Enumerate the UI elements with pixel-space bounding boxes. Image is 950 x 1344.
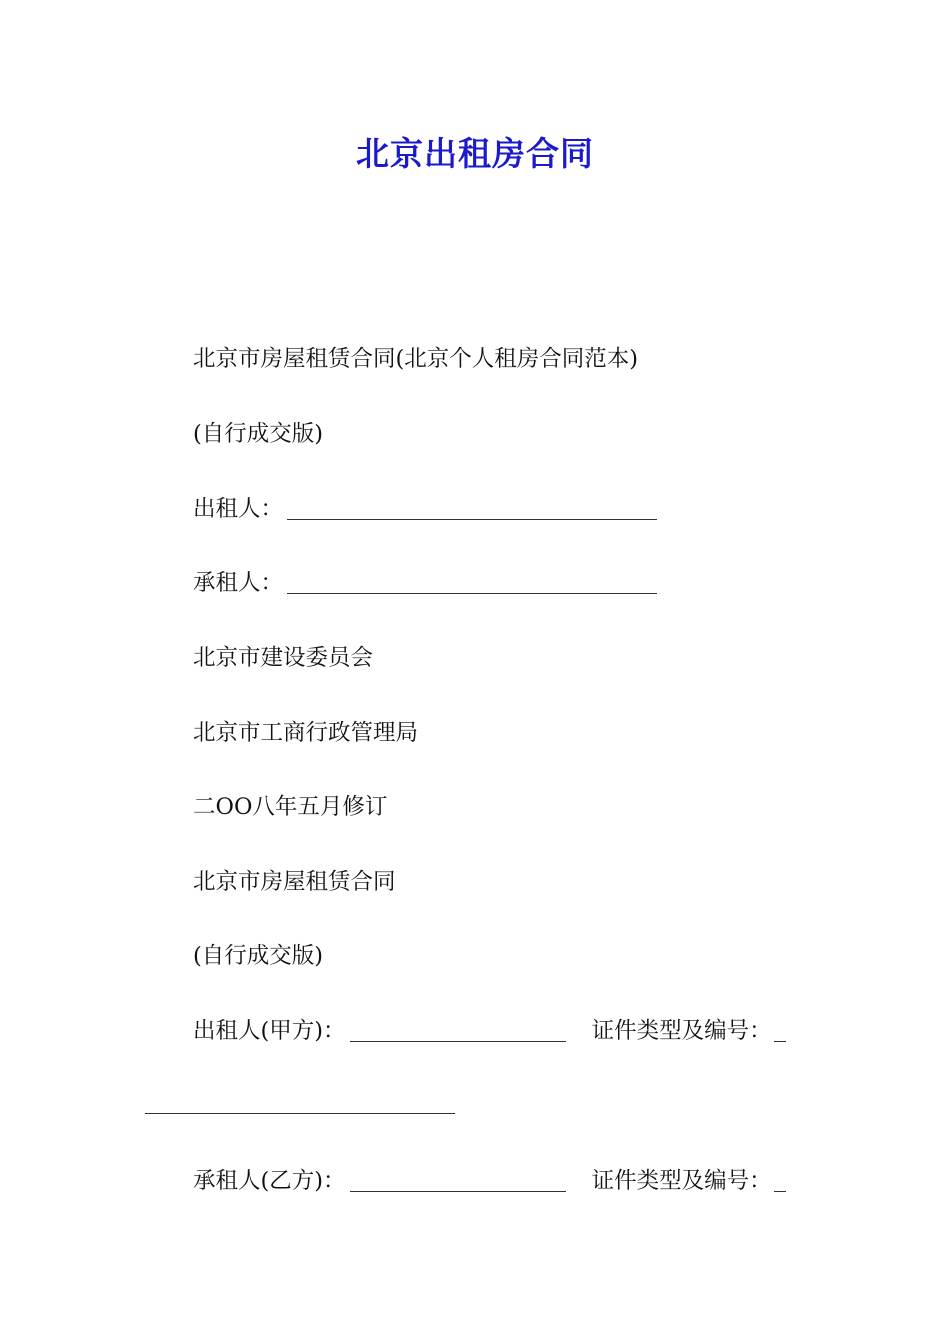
party-a-row	[193, 1016, 786, 1046]
lessor-label: 出租人：	[193, 496, 284, 522]
edition-label: (自行成交版)	[193, 421, 324, 447]
party-a-id-blank[interactable]	[774, 1021, 786, 1042]
document-title: 北京出租房合同	[356, 134, 594, 173]
contract-name: 北京市房屋租赁合同	[193, 869, 396, 895]
lessor-row	[193, 494, 657, 524]
lessee-row	[193, 568, 657, 598]
party-b-id-blank[interactable]	[774, 1171, 786, 1192]
party-a-label: 出租人(甲方)：	[193, 1018, 346, 1044]
party-b-blank[interactable]	[350, 1171, 566, 1192]
party-a-id-blank-continued[interactable]	[145, 1113, 455, 1114]
party-b-row	[193, 1166, 786, 1196]
revision-date: 二OO八年五月修订	[193, 794, 388, 820]
lessor-blank[interactable]	[287, 499, 657, 520]
contract-subtitle: 北京市房屋租赁合同(北京个人租房合同范本)	[193, 346, 639, 372]
body-edition-label: (自行成交版)	[193, 943, 324, 969]
lessee-blank[interactable]	[287, 573, 657, 594]
party-b-label: 承租人(乙方)：	[193, 1168, 346, 1194]
issuer-commerce-bureau: 北京市工商行政管理局	[193, 720, 419, 746]
lessee-label: 承租人：	[193, 570, 284, 596]
party-b-id-label: 证件类型及编号：	[591, 1168, 772, 1194]
issuer-construction-committee: 北京市建设委员会	[193, 645, 374, 671]
party-a-blank[interactable]	[350, 1021, 566, 1042]
party-a-id-label: 证件类型及编号：	[591, 1018, 772, 1044]
